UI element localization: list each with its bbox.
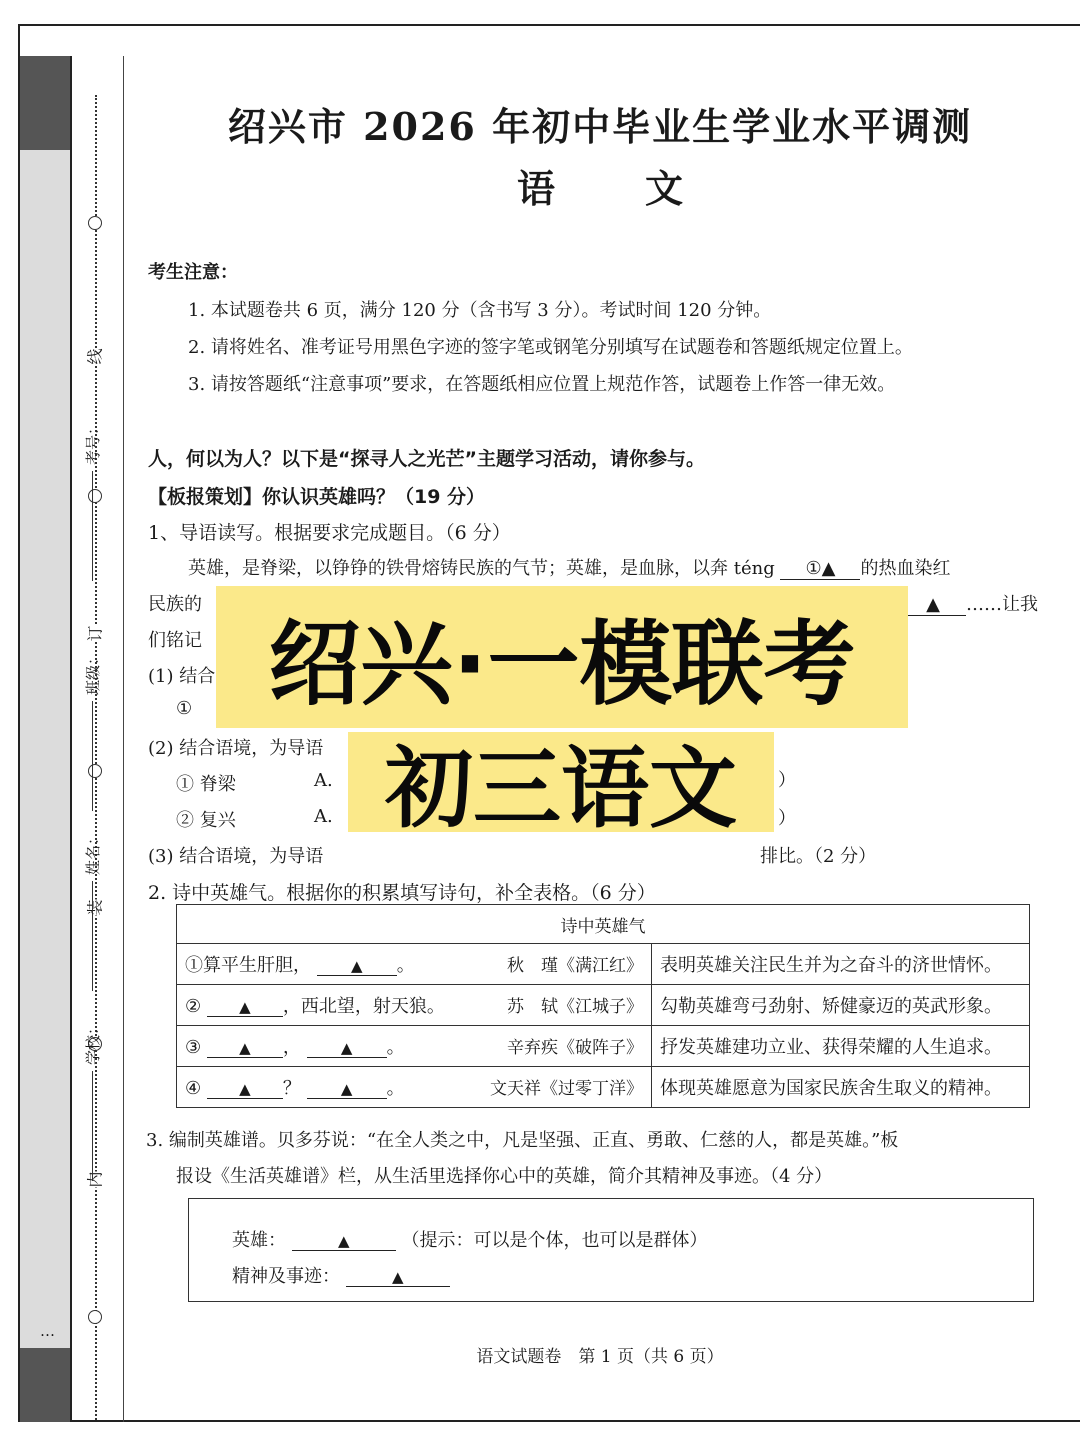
notice-item: 1. 本试题卷共 6 页，满分 120 分（含书写 3 分）。考试时间 120 分钟。 [188,300,772,321]
q1-sub2-option: A. [314,806,333,827]
answer-blank[interactable]: ▲ [900,594,966,616]
binding-hole [88,1310,102,1324]
q1-passage-line2b: ▲ ……让我 [900,590,1038,616]
overlay-banner-title: 绍兴·一模联考 [216,586,908,728]
q1-sub2-item: ① 脊梁 [176,774,236,795]
binding-char: 内 [83,1171,106,1187]
poem-source: 文天祥《过零丁洋》 [490,1079,643,1099]
student-field-school: 学校： [82,1020,103,1181]
question-3-line2: 报设《生活英雄谱》栏，从生活里选择你心中的英雄，简介其精神及事迹。（4 分） [176,1166,833,1187]
q1-sub3-end: 排比。（2 分） [760,846,877,867]
q1-sub2-tail: ） [778,808,796,829]
binding-strip-top [20,56,70,150]
question-2-title: 2. 诗中英雄气。根据你的积累填写诗句，补全表格。（6 分） [148,882,656,904]
activity-intro: 人，何以为人？以下是“探寻人之光芒”主题学习活动，请你参与。 [148,448,705,470]
notice-item: 2. 请将姓名、准考证号用黑色字迹的签字笔或钢笔分别填写在试题卷和答题纸规定位置上。 [188,337,913,358]
binding-strip-bottom [20,1348,70,1422]
answer-blank[interactable]: ▲ [317,957,397,976]
poem-cell: ④ ▲ ？ ▲ 。 文天祥《过零丁洋》 [177,1067,652,1108]
answer-blank[interactable]: ①▲ [780,558,860,580]
table-row [177,944,1030,985]
q1-passage-line2a: 民族的 [148,594,202,615]
question-1-title: 1、导语读写。根据要求完成题目。（6 分） [148,522,511,544]
hero-input[interactable]: ▲ [292,1232,396,1251]
page-footer: 语文试题卷 第 1 页（共 6 页） [476,1347,724,1367]
student-field-name: 姓名： [82,830,103,991]
hero-row: 英雄： ▲ （提示：可以是个体，也可以是群体） [232,1230,708,1251]
poem-table [176,904,1030,1108]
binding-char: 线 [83,348,106,364]
poem-meaning: 抒发英雄建功立业、获得荣耀的人生追求。 [652,1026,1030,1067]
binding-strip [20,150,70,1348]
poem-meaning: 勾勒英雄弯弓劲射、矫健豪迈的英武形象。 [652,985,1030,1026]
binding-ellipsis: … [40,1322,55,1340]
answer-blank[interactable]: ▲ [307,1039,387,1058]
table-row [177,1026,1030,1067]
notice-heading: 考生注意： [148,262,238,283]
section-heading: 【板报策划】你认识英雄吗？（19 分） [148,486,486,508]
student-field-class: 班级： [82,650,103,811]
answer-blank[interactable]: ▲ [207,1039,283,1058]
poem-source: 苏 轼《江城子》 [507,997,643,1017]
poem-source: 辛弃疾《破阵子》 [507,1038,643,1058]
poem-meaning: 体现英雄愿意为国家民族舍生取义的精神。 [652,1067,1030,1108]
poem-cell: ①算平生肝胆， ▲ 。 秋 瑾《满江红》 [177,944,652,985]
poem-cell: ② ▲ ，西北望，射天狼。 苏 轼《江城子》 [177,985,652,1026]
answer-blank[interactable]: ▲ [307,1080,387,1099]
q1-sub3: (3) 结合语境，为导语 [148,846,324,867]
q1-sub2: (2) 结合语境，为导语 [148,738,324,759]
binding-hole [88,216,102,230]
poem-table-header: 诗中英雄气 [177,905,1030,944]
spirit-input[interactable]: ▲ [346,1268,450,1287]
student-field-number: 考号： [82,420,103,581]
poem-meaning: 表明英雄关注民生并为之奋斗的济世情怀。 [652,944,1030,985]
subject-title: 语文 [516,166,773,211]
q1-sub2-item: ② 复兴 [176,810,236,831]
q1-sub1-item: ① [176,698,193,719]
q1-sub2-option: A. [314,770,333,791]
binding-char: 装 [83,899,106,915]
exam-title: 绍兴市 2026 年初中毕业生学业水平调测 [227,104,973,149]
q1-passage-line3: 们铭记 [148,630,202,651]
answer-blank[interactable]: ▲ [207,998,283,1017]
notice-item: 3. 请按答题纸“注意事项”要求，在答题纸相应位置上规范作答，试题卷上作答一律无效。 [188,374,896,395]
table-row [177,985,1030,1026]
answer-blank[interactable]: ▲ [207,1080,283,1099]
spirit-row: 精神及事迹： ▲ [232,1262,450,1288]
question-3-title: 3. 编制英雄谱。贝多芬说：“在全人类之中，凡是坚强、正直、勇敢、仁慈的人，都是英雄。”板 [146,1130,899,1151]
q1-passage-line1: 英雄，是脊梁，以铮铮的铁骨熔铸民族的气节；英雄，是血脉，以奔 téng ①▲ 的热血染红 [188,558,951,579]
poem-cell: ③ ▲ ， ▲ 。 辛弃疾《破阵子》 [177,1026,652,1067]
table-row [177,1067,1030,1108]
overlay-banner-subtitle: 初三语文 [348,732,774,832]
poem-source: 秋 瑾《满江红》 [507,956,643,976]
q1-sub2-tail: ） [778,770,796,791]
q1-sub1: (1) 结合 [148,666,216,687]
binding-char: 订 [83,625,106,641]
